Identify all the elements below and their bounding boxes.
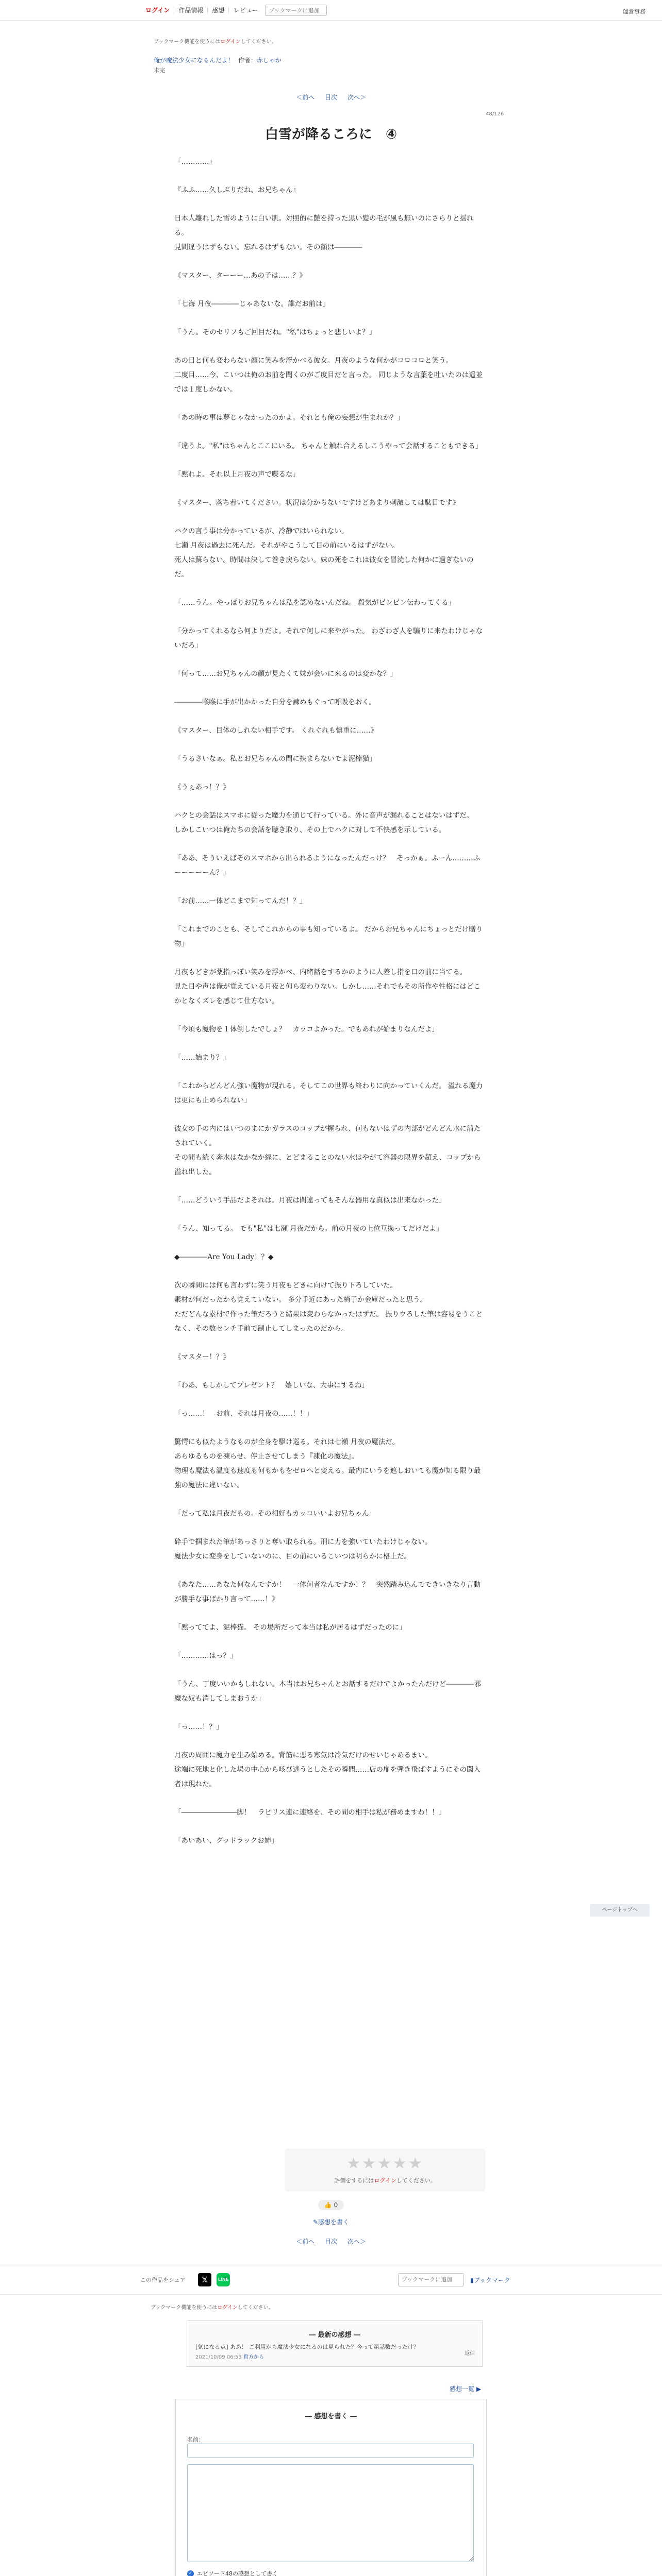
novel-paragraph: 「うん、丁度いいかもしれない。本当はお兄ちゃんとお話するだけでよかったんだけど――――邪魔な奴も消してしまおうか」	[174, 1680, 481, 1703]
novel-paragraph: 「これまでのことも、そしてこれからの事も知っているよ。 だからお兄ちゃんにちょっとだけ贈り物」	[174, 925, 483, 948]
novel-paragraph: 「……始まり？」	[174, 1054, 230, 1062]
novel-paragraph: 「……うん。やっぱりお兄ちゃんは私を認めないんだね。 殺気がビンビン伝わってくる」	[174, 599, 455, 607]
novel-paragraph: 「わあ、もしかしてプレゼント？ 嬉しいな、大事にするね」	[174, 1381, 369, 1389]
novel-paragraph: 《マスター、落ち着いてください。状況は分からないですけどあまり刺激しては駄目です》	[174, 499, 459, 507]
novel-paragraph: 「お前……一体どこまで知ってんだ！？」	[174, 897, 307, 905]
novel-paragraph: 《うぇあっ！？》	[174, 783, 230, 791]
nav-work-info[interactable]: 作品情報	[174, 7, 208, 14]
latest-impressions-box	[187, 2320, 483, 2367]
novel-paragraph: 「あの時の事は夢じゃなかったのかよ。それとも俺の妄想が生まれか？」	[174, 414, 404, 422]
novel-paragraph: 「うん。そのセリフもご回目だね。"私"はちょっと悲しいよ？」	[174, 328, 376, 336]
novel-paragraph: 「違うよ。"私"はちゃんとここにいる。 ちゃんと触れ合えるしこうやって会話することもできる」	[174, 442, 483, 450]
bookmark-link[interactable]: ▮ブックマーク	[470, 2277, 510, 2284]
novel-paragraph: 次の瞬間には何も言わずに笑う月夜もどきに向けて振り下ろしていた。 素材が何だったかも覚えていない。 多分手近にあった椅子か金庫だったと思う。 ただどんな素材で作った筆だろうと結果は変わらなかったはずだ。 振りウろした筆は容易をうことなく、その数センチ手前で制止してしまったのだから。	[174, 1281, 483, 1333]
pager-bottom	[0, 2237, 662, 2246]
like-button[interactable]: 👍 0	[318, 2200, 344, 2210]
x-share-icon[interactable]: 𝕏	[198, 2273, 211, 2286]
checkbox-checked-icon[interactable]: ✓	[187, 2570, 194, 2576]
novel-paragraph: 《マスター、ターーー…あの子は……？》	[174, 272, 306, 280]
toc-link[interactable]: 目次	[324, 94, 337, 101]
share-label: この作品をシェア	[140, 2277, 186, 2283]
novel-paragraph: 「――――――――脚！ ラピリス連に連絡を、その間の相手は私が務めますわ！！」	[174, 1808, 446, 1817]
novel-paragraph: ハクの言う事は分かっているが、冷静ではいられない。 七瀬 月夜は過去に死んだ。それがやこうして目の前にいるはずがない。 死人は蘇らない。時間は決して巻き戻らない。妹の死をこれは彼女を冒涜した何かに過ぎないのだ。	[174, 527, 474, 579]
series-title-link[interactable]: 俺が魔法少女になるんだよ！	[154, 57, 235, 64]
top-navigation-bar	[0, 0, 662, 21]
novel-paragraph: 月夜もどきが薬指っぽい笑みを浮かべ、内緒話をするかのように人差し指を口の前に当てる。 見た目や声は俺が覚えている月夜と何ら変わりない。しかし……それでもその所作や性格にはどこかとなくズレを感じて仕方ない。	[174, 968, 481, 1005]
next-episode-link[interactable]: 次へ＞	[347, 94, 366, 101]
episode-checkbox-label: エピソード48の感想として書く	[197, 2570, 278, 2576]
impression-textarea[interactable]	[187, 2464, 474, 2562]
admin-link[interactable]: 運営事務	[623, 8, 646, 15]
impression-list-link[interactable]: 感想一覧 ▶	[450, 2385, 482, 2393]
novel-paragraph: 「だって私は月夜だもの。その相好もカッコいいよお兄ちゃん」	[174, 1510, 376, 1518]
novel-paragraph: 『ふふ……久しぶりだね、お兄ちゃん』	[174, 186, 300, 194]
prev-episode-link-bottom[interactable]: ＜前へ	[296, 2238, 315, 2245]
series-status: 未完	[154, 67, 165, 74]
novel-paragraph: 「あいあい、グッドラックお姉」	[174, 1837, 278, 1845]
page-top-button[interactable]: ページトップへ	[590, 1904, 650, 1917]
next-episode-link-bottom[interactable]: 次へ＞	[347, 2238, 366, 2245]
share-bar	[0, 2264, 662, 2295]
rating-login-link[interactable]: ログイン	[374, 2177, 396, 2184]
top-nav-links	[145, 5, 327, 16]
nav-reviews[interactable]: レビュー	[233, 7, 258, 14]
novel-paragraph: 《あなた……あなた何なんですか！ 一体何者なんですか！？ 突然踏み込んでできいきなり言動が勝手な事ばかり言って……！》	[174, 1581, 481, 1603]
novel-paragraph: 「…………」	[174, 158, 216, 166]
bookmark-login-notice: ブックマーク機能を使うにはログインしてください。	[154, 39, 277, 45]
novel-paragraph: ◆――――Are You Lady！？◆	[174, 1253, 274, 1261]
novel-paragraph: 日本人離れした雪のように白い肌。対照的に艶を持った黒い髪の毛が風も無いのにさらりと揺れる。 見間違うはずもない。忘れるはずもない。その顔は――――	[174, 214, 474, 251]
rating-box	[285, 2148, 486, 2192]
episode-number: 48/126	[486, 111, 504, 117]
episode-checkbox[interactable]	[187, 2569, 278, 2576]
notice-login-link[interactable]: ログイン	[220, 39, 241, 45]
like-row	[0, 2200, 662, 2210]
latest-impressions-heading: ― 最新の感想 ―	[308, 2331, 361, 2339]
novel-paragraph: 「七海 月夜――――じゃあないな。誰だお前は」	[174, 300, 330, 308]
write-impression-link[interactable]: ✎感想を書く	[312, 2218, 350, 2226]
novel-paragraph: 「黙れよ。それ以上月夜の声で喋るな」	[174, 470, 300, 479]
impression-reply[interactable]: 返信	[465, 2351, 475, 2357]
novel-paragraph: 「っ……！？」	[174, 1723, 223, 1731]
bookmark-add-input-bottom[interactable]	[398, 2273, 464, 2286]
rating-note: 評価をするにはログインしてください。	[334, 2177, 436, 2184]
novel-paragraph: 月夜の周囲に魔力を生み始める。背筋に悪る寒気は冷気だけのせいじゃあるまい。 途端に死地と化した場の中心から咳び逃うとしたその瞬間……店の扉を弾き飛ばすようにその闖入者は現れた。	[174, 1751, 481, 1788]
bookmark-add-input[interactable]	[265, 5, 327, 16]
episode-title: 白雪が降るころに ④	[264, 127, 397, 142]
novel-paragraph: 「分かってくれるなら何よりだよ。それで何しに来やがった。 わざわざ人を騙りに来たわけじゃないだろ」	[174, 627, 483, 650]
name-label: 名前：	[187, 2436, 204, 2443]
novel-paragraph: ハクとの会話はスマホに従った魔力を通じて行っている。外に音声が漏れることはないはずだ。 しかしこいつは俺たちの会話を聴き取り、その上でハクに対して不快感を示している。	[174, 811, 474, 834]
novel-body	[174, 155, 486, 1862]
novel-paragraph: 《マスター！？》	[174, 1353, 230, 1361]
novel-paragraph: 「今頃も魔物を１体倒したでしょ？ カッコよかった。でもあれが始まりなんだよ」	[174, 1025, 439, 1033]
novel-paragraph: ――――喉喉に手が出かかった自分を諫めもぐって呼吸をおく。	[174, 698, 376, 706]
novel-paragraph: 「…………はっ？」	[174, 1652, 237, 1660]
toc-link-bottom[interactable]: 目次	[324, 2238, 337, 2245]
impression-text[interactable]: [気になる点] ああ！ ご利用から魔法少女になるのは見られた？今って第話数だったけ？	[195, 2344, 419, 2350]
novel-paragraph: 砕手で掴まれた筆があっさりと奪い取られる。刑に力を強いていたわけじゃない。 魔法少女に変身をしていないのに、目の前にいるこいつは明らかに格上だ。	[174, 1538, 432, 1561]
line-share-icon[interactable]: LINE	[217, 2273, 230, 2286]
novel-paragraph: あの日と何も変わらない顔に笑みを浮かべる彼女。月夜のような何かがコロコロと笑う。 二度目……今、こいつは俺のお前を聞くのがご度目だと言った。 同じような言葉を吐いたのは遥並では１度しかない。	[174, 357, 483, 394]
bookmark-login-link-bottom[interactable]: ログイン	[217, 2305, 238, 2311]
impression-form	[175, 2399, 487, 2576]
novel-paragraph: 「ああ、そういえばそのスマホから出られるようになったんだっけ？ そっかぁ。ふーん………ふーーーーーん？」	[174, 854, 481, 877]
novel-paragraph: 「っ……！ お前、それは月夜の……！！」	[174, 1410, 313, 1418]
novel-paragraph: 「これからどんどん強い魔物が現れる。そしてこの世界も終わりに向かっていくんだ。 溢れる魔力は更にも止められない」	[174, 1082, 483, 1105]
author-link[interactable]: 赤しゃか	[256, 57, 282, 64]
bookmark-login-notice-bottom: ブックマーク機能を使うにはログインしてください。	[151, 2305, 274, 2311]
name-input[interactable]	[187, 2444, 474, 2458]
impression-form-heading: ― 感想を書く ―	[305, 2413, 357, 2420]
impression-date: 2021/10/09 06:53	[195, 2354, 242, 2360]
novel-paragraph: 「うるさいなぁ。私とお兄ちゃんの間に挟まらないでよ泥棒猫」	[174, 755, 376, 763]
nav-impressions[interactable]: 感想	[208, 7, 229, 14]
prev-episode-link[interactable]: ＜前へ	[296, 94, 315, 101]
novel-paragraph: 驚愕にも似たようなものが全身を駆け巡る。それは七瀬 月夜の魔法だ。 あらゆるものを凍らせ、停止させてしまう『凍化の魔法』。 物理も魔法も温度も速度も何もかもをゼロへと変える。最内にいうを遮しおいても魔が知る限り最強の魔法に違いない。	[174, 1438, 481, 1489]
author-info: 作者：赤しゃか	[238, 57, 282, 64]
novel-paragraph: 「うん、知ってる。 でも"私"は七瀬 月夜だから。前の月夜の上位互換ってだけだよ」	[174, 1225, 443, 1233]
impression-meta	[195, 2352, 474, 2360]
novel-paragraph: 《マスター、目体のしれない相手です。 くれぐれも慎重に……》	[174, 726, 378, 735]
novel-paragraph: 「黙っててよ、泥棒猫。 その場所だって本当は私が居るはずだったのに」	[174, 1623, 406, 1632]
rating-stars[interactable]: ★★★★★	[346, 2155, 424, 2173]
series-info	[154, 56, 282, 64]
novel-paragraph: 「何って……お兄ちゃんの顔が見たくて妹が会いに来るのは変かな？」	[174, 670, 397, 678]
impression-author-link[interactable]: 貴方から	[243, 2354, 264, 2360]
login-link[interactable]: ログイン	[145, 7, 174, 14]
pager-top	[0, 93, 662, 101]
novel-paragraph: 「……どういう手品だよそれは。月夜は間違ってもそんな器用な真似は出来なかった」	[174, 1196, 446, 1205]
novel-paragraph: 彼女の手の内にはいつのまにかガラスのコップが握られ、何もないはずの内部がどんどん水に満たされていく。 その間も続く奔水はなかなか縁に、とどまることのない水はやがて容器の限界を超え、コップから溢れ出した。	[174, 1125, 481, 1176]
